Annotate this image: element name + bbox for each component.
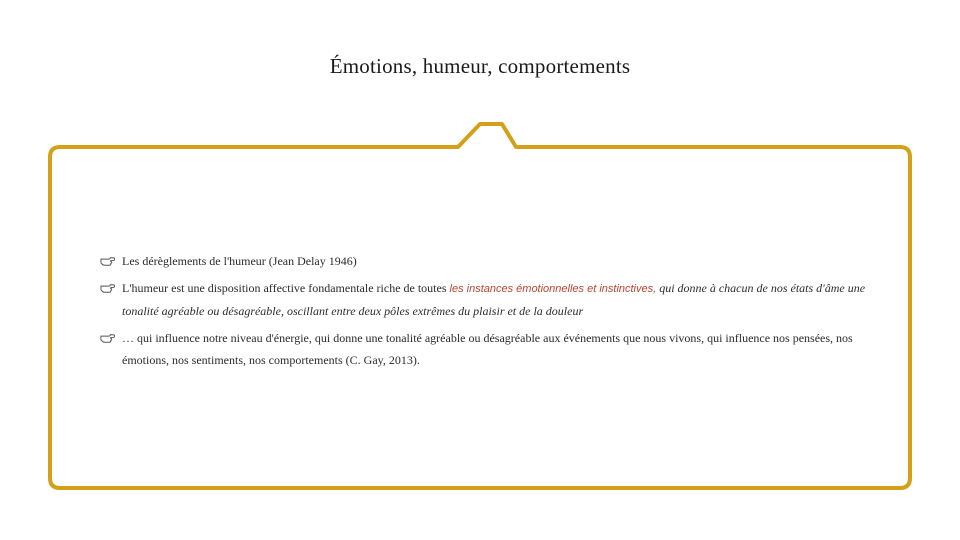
- bullet-list: [100, 250, 880, 376]
- bullet-item: [100, 250, 880, 272]
- bullet-item: [100, 327, 880, 371]
- slide-title: Émotions, humeur, comportements: [329, 54, 631, 78]
- hand-pointing-right-icon: [100, 255, 115, 267]
- bullet-text-start: L'humeur est une disposition affective fondamentale riche de toutes: [122, 281, 450, 295]
- hand-pointing-right-icon: [100, 282, 115, 294]
- bullet-text: … qui influence notre niveau d'énergie, qui donne une tonalité agréable ou désagréable aux événements que nous vivons, qui influence nos pensées, nos émotions, nos sentiments, nos comportements (C. Gay, 2013).: [122, 331, 853, 367]
- bullet-text: Les dérèglements de l'humeur (Jean Delay 1946): [122, 254, 357, 268]
- hand-pointing-right-icon: [100, 332, 115, 344]
- bullet-text-end: qui donne à chacun de nos états d'âme une tonalité agréable ou désagréable, oscillant entre deux pôles extrêmes du plaisir et de la douleur: [122, 281, 866, 318]
- bullet-highlight: les instances émotionnelles et instinctives,: [449, 283, 657, 295]
- bullet-item: [100, 277, 880, 322]
